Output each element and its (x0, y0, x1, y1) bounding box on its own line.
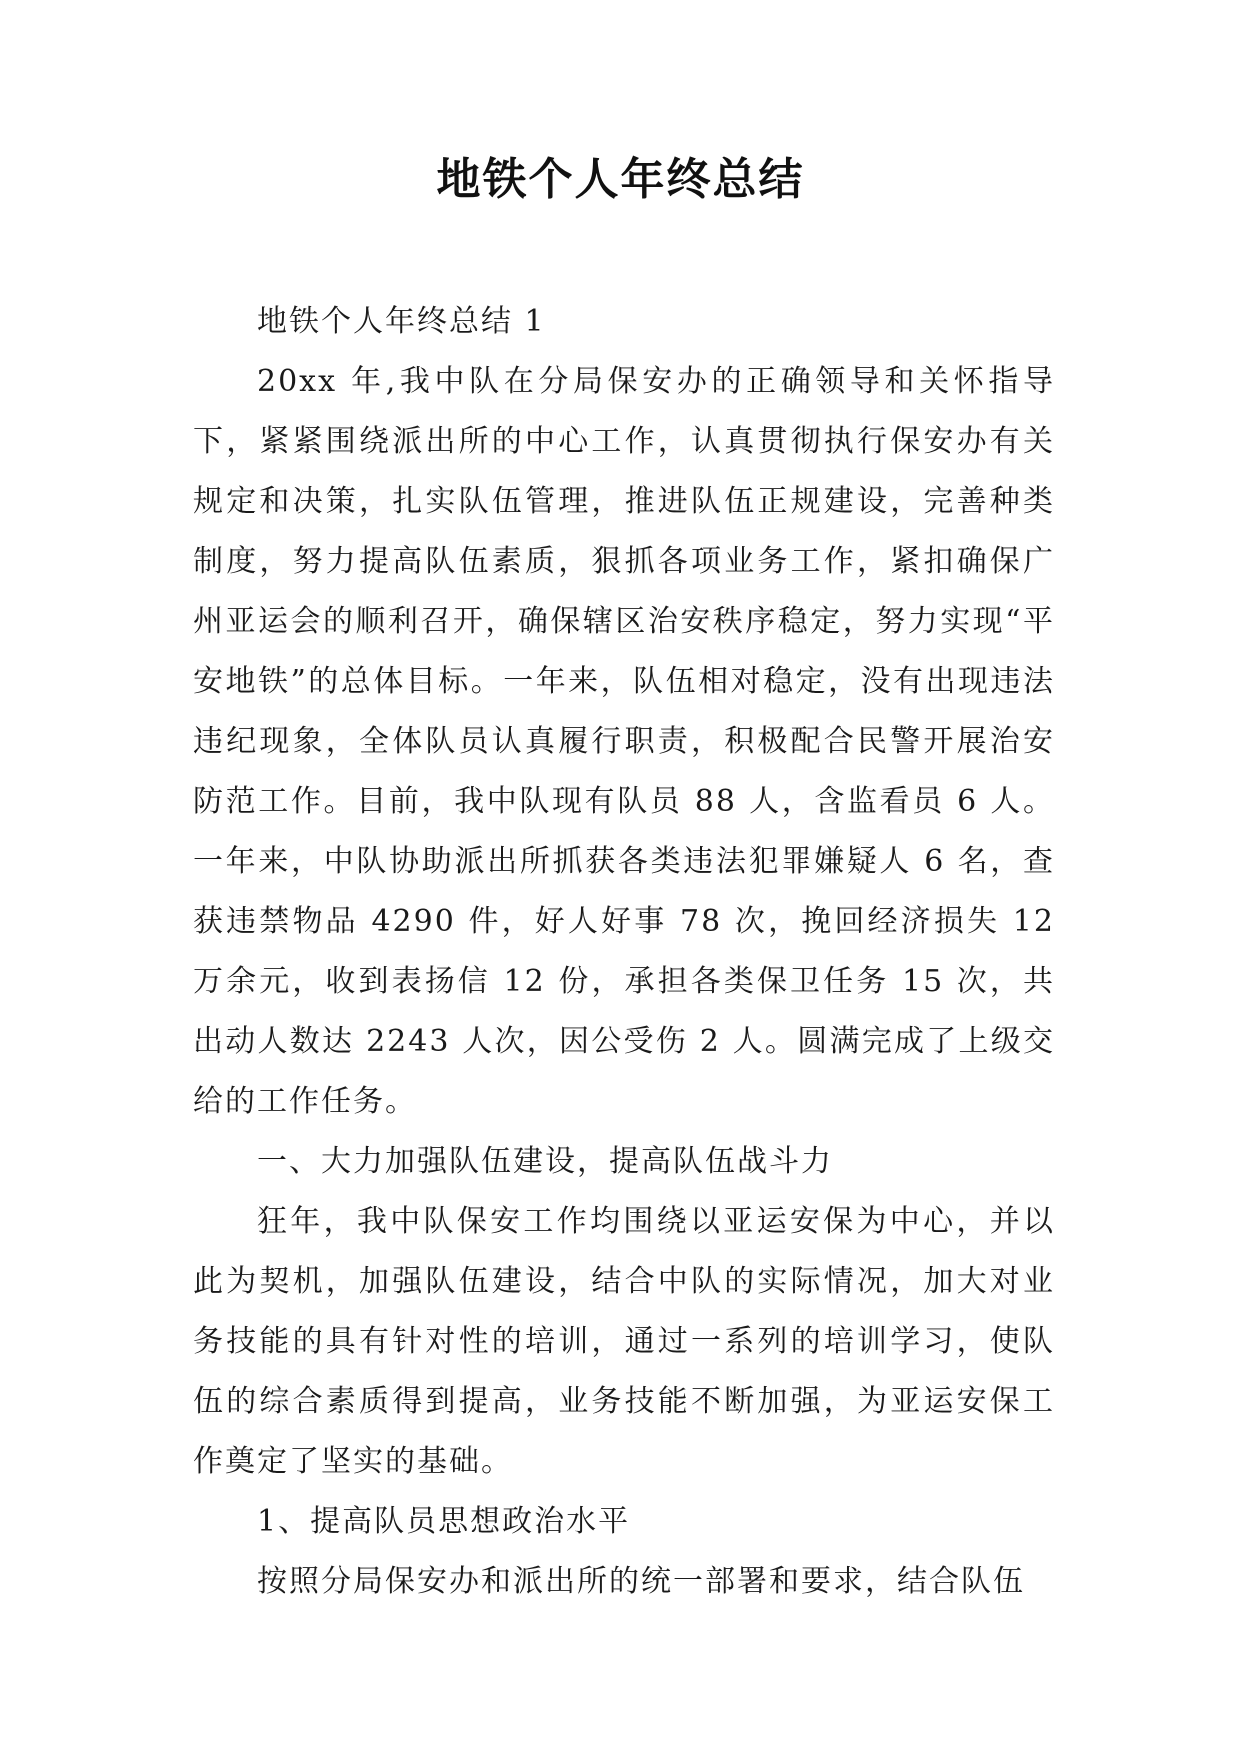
paragraph: 按照分局保安办和派出所的统一部署和要求，结合队伍 (257, 1564, 1025, 1599)
document-title: 地铁个人年终总结 (436, 154, 805, 205)
paragraph: 狂年，我中队保安工作均围绕以亚运安保为中心，并以此为契机，加强队伍建设，结合中队的实际情况，加大对业务技能的具有针对性的培训，通过一系列的培训学习，使队伍的综合素质得到提高，业务技能不断加强，为亚运安保工作奠定了坚实的基础。 (193, 1204, 1055, 1479)
subsection-heading: 一、大力加强队伍建设，提高队伍战斗力 (257, 1144, 833, 1179)
document-body (193, 292, 1055, 1612)
paragraph: 20xx 年,我中队在分局保安办的正确领导和关怀指导下，紧紧围绕派出所的中心工作，认真贯彻执行保安办有关规定和决策，扎实队伍管理，推进队伍正规建设，完善种类制度，努力提高队伍素质，狠抓各项业务工作，紧扣确保广州亚运会的顺利召开，确保辖区治安秩序稳定，努力实现“平安地铁”的总体目标。一年来，队伍相对稳定，没有出现违法违纪现象，全体队员认真履行职责，积极配合民警开展治安防范工作。目前，我中队现有队员 88 人，含监看员 6 人。一年来，中队协助派出所抓获各类违法犯罪嫌疑人 6 名，查获违禁物品 4290 件，好人好事 78 次，挽回经济损失 12 万余元，收到表扬信 12 份，承担各类保卫任务 15 次，共出动人数达 2243 人次，因公受伤 2 人。圆满完成了上级交给的工作任务。 (193, 364, 1055, 1119)
section-heading: 地铁个人年终总结 1 (257, 304, 546, 339)
list-item-heading: 1、提高队员思想政治水平 (257, 1504, 631, 1539)
